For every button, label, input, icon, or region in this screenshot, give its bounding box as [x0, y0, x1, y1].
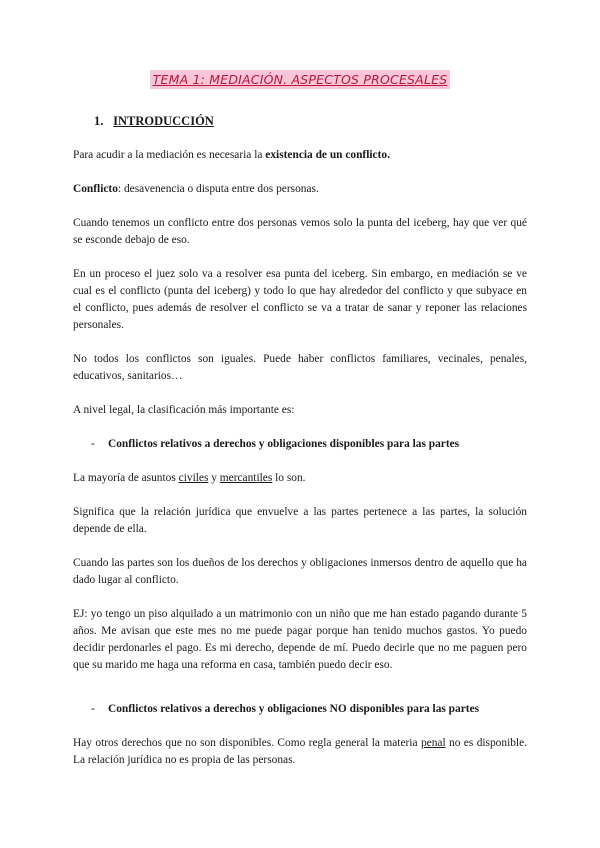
paragraph-7-text: La mayoría de asuntos [73, 472, 179, 484]
bullet-1-text: Conflictos relativos a derechos y obligaciones disponibles para las partes [108, 438, 460, 450]
paragraph-7-mid: y [208, 472, 220, 484]
underlined-penal: penal [420, 737, 446, 749]
paragraph-5: No todos los conflictos son iguales. Puede haber conflictos familiares, vecinales, penales, educativos, sanitarios… [73, 353, 527, 382]
spacer [73, 691, 527, 701]
section-title: INTRODUCCIÓN [113, 114, 214, 128]
paragraph-2 [73, 181, 527, 198]
paragraph-11-end: no es disponible. La relación jurídica no es propia de las personas. [73, 737, 527, 766]
underlined-mercantiles: mercantiles [219, 472, 273, 484]
paragraph-1-bold: existencia de un conflicto. [265, 149, 390, 161]
paragraph-9: Cuando las partes son los dueños de los derechos y obligaciones inmersos dentro de aquello que ha dado lugar al conflicto. [73, 557, 527, 586]
paragraph-6: A nivel legal, la clasificación más importante es: [73, 404, 295, 416]
bullet-1 [91, 436, 527, 453]
paragraph-10: EJ: yo tengo un piso alquilado a un matrimonio con un niño que me han estado pagando durante 5 años. Me avisan que este mes no me puede pagar porque han tenido muchos gastos. Yo puedo decidir perdonarles el pago. Es mi derecho, depende de mí. Puedo decirle que no me paguen pero que su marido me haga una reforma en casa, también puedo decir eso. [73, 608, 527, 671]
paragraph-11 [73, 735, 527, 769]
underlined-civiles: civiles [178, 472, 209, 484]
document-title: TEMA 1: MEDIACIÓN. ASPECTOS PROCESALES [150, 70, 451, 89]
paragraph-2-text: : desavenencia o disputa entre dos personas. [117, 183, 319, 195]
paragraph-2-bold: Conflicto [73, 183, 118, 195]
paragraph-7-end: lo son. [272, 472, 306, 484]
section-number: 1. [94, 114, 104, 128]
bullet-2-dash: - [91, 703, 95, 715]
paragraph-3: Cuando tenemos un conflicto entre dos personas vemos solo la punta del iceberg, hay que ver qué se esconde debajo de eso. [73, 217, 527, 246]
paragraph-1 [73, 147, 527, 164]
paragraph-1-text: Para acudir a la mediación es necesaria la [73, 149, 266, 161]
paragraph-11-text: Hay otros derechos que no son disponibles. Como regla general la materia [73, 737, 421, 749]
title-wrap [73, 70, 527, 92]
paragraph-8: Significa que la relación jurídica que envuelve a las partes pertenece a las partes, la solución depende de ella. [73, 506, 527, 535]
bullet-1-dash: - [91, 438, 95, 450]
bullet-2 [91, 701, 527, 718]
bullet-2-text: Conflictos relativos a derechos y obligaciones NO disponibles para las partes [108, 703, 480, 715]
paragraph-4: En un proceso el juez solo va a resolver esa punta del iceberg. Sin embargo, en mediación se ve cual es el conflicto (punta del iceberg) y todo lo que hay alrededor del conflicto y que subyace en el conflicto, pues además de resolver el conflicto se va a tratar de sanar y reponer las relaciones personales. [73, 268, 527, 331]
section-heading [94, 114, 527, 129]
paragraph-7 [73, 470, 527, 487]
